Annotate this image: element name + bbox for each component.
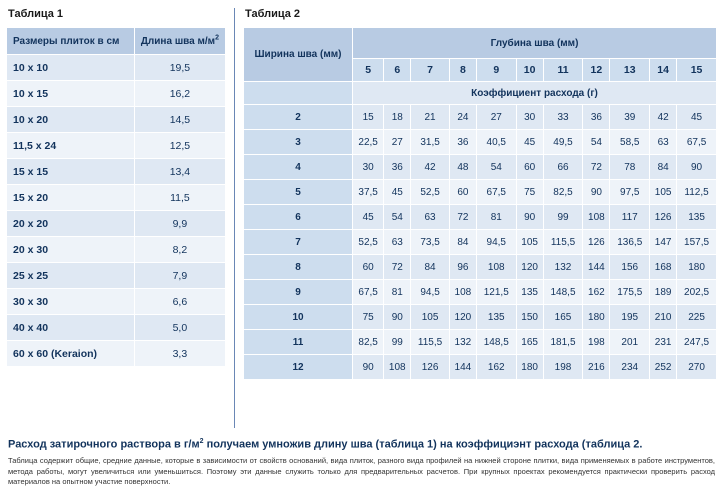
table2-cell: 90 — [583, 180, 610, 205]
table1-cell-size: 20 х 20 — [7, 211, 135, 237]
table2-cell: 234 — [610, 355, 650, 380]
table2-cell: 108 — [583, 205, 610, 230]
table1-cell-size: 20 х 30 — [7, 237, 135, 263]
table2-cell: 165 — [543, 305, 583, 330]
table1-cell-length: 7,9 — [134, 263, 225, 289]
table2-cell: 175,5 — [610, 280, 650, 305]
table2-header-row-1 — [244, 28, 717, 59]
table2-cell: 36 — [449, 130, 476, 155]
table2-cell: 96 — [449, 255, 476, 280]
table2-cell: 63 — [411, 205, 450, 230]
table-row — [7, 211, 226, 237]
table-row — [7, 133, 226, 159]
table1-cell-size: 10 х 10 — [7, 55, 135, 81]
table2-cell: 115,5 — [411, 330, 450, 355]
table1-cell-size: 11,5 х 24 — [7, 133, 135, 159]
table2-cell: 30 — [516, 105, 543, 130]
table2-depth-8: 8 — [449, 59, 476, 82]
table1-cell-length: 14,5 — [134, 107, 225, 133]
table2-cell: 72 — [583, 155, 610, 180]
column-divider — [234, 8, 235, 428]
table-row — [7, 107, 226, 133]
table2-cell: 78 — [610, 155, 650, 180]
table2-cell: 72 — [449, 205, 476, 230]
table2-depth-9: 9 — [476, 59, 516, 82]
table2-cell: 90 — [384, 305, 411, 330]
tables-container — [6, 8, 717, 428]
table2-cell: 115,5 — [543, 230, 583, 255]
table1-cell-size: 15 х 20 — [7, 185, 135, 211]
table1-header-row — [7, 28, 226, 55]
table2-cell: 54 — [384, 205, 411, 230]
table-row — [7, 341, 226, 367]
table1-cell-length: 13,4 — [134, 159, 225, 185]
table2-cell: 99 — [543, 205, 583, 230]
table2-cell: 73,5 — [411, 230, 450, 255]
table2-cell: 45 — [516, 130, 543, 155]
table-row — [244, 180, 717, 205]
table2-cell: 90 — [353, 355, 384, 380]
table2-cell: 63 — [384, 230, 411, 255]
table2-cell: 105 — [650, 180, 677, 205]
table2-cell: 81 — [384, 280, 411, 305]
table2-cell: 67,5 — [677, 130, 717, 155]
table2-cell: 75 — [516, 180, 543, 205]
table2-cell: 144 — [449, 355, 476, 380]
table2-row-width: 7 — [244, 230, 353, 255]
table2-cell: 60 — [449, 180, 476, 205]
table1-caption: Таблица 1 — [8, 8, 64, 20]
table-row — [7, 263, 226, 289]
table2-row-width: 9 — [244, 280, 353, 305]
table2-cell: 180 — [583, 305, 610, 330]
table2-cell: 40,5 — [476, 130, 516, 155]
table2-column — [243, 8, 717, 380]
table2-cell: 54 — [476, 155, 516, 180]
table2-cell: 216 — [583, 355, 610, 380]
table-row — [244, 130, 717, 155]
table2-cell: 270 — [677, 355, 717, 380]
table1-cell-length: 12,5 — [134, 133, 225, 159]
table1-cell-length: 6,6 — [134, 289, 225, 315]
footer-title-superscript: 2 — [199, 438, 204, 445]
table2-cell: 24 — [449, 105, 476, 130]
table2 — [243, 27, 717, 380]
table2-cell: 27 — [384, 130, 411, 155]
footer-note: Таблица содержит общие, средние данные, которые в зависимости от свойств оснований, вида плиток, разного вида профилей на нижней стороне плитки, вида применяемых в работе инструментов, метода работы, могут увеличиться или уменьшиться. Поэтому эти данные служить только для предварительных расчетов. При крупных проектах рекомендуется практически проверить расход материалов на опытном участие поверхности. — [8, 455, 715, 487]
table2-cell: 105 — [411, 305, 450, 330]
table-row — [244, 330, 717, 355]
table2-cell: 135 — [516, 280, 543, 305]
table2-cell: 108 — [449, 280, 476, 305]
table1-cell-size: 30 х 30 — [7, 289, 135, 315]
table2-cell: 82,5 — [353, 330, 384, 355]
table1-cell-length: 11,5 — [134, 185, 225, 211]
table2-cell: 202,5 — [677, 280, 717, 305]
table2-cell: 180 — [516, 355, 543, 380]
table2-header-width: Ширина шва (мм) — [244, 28, 353, 82]
footer-title-part2: получаем умножив длину шва (таблица 1) на коэффициэнт расхода (таблица 2. — [203, 438, 643, 451]
table2-depth-7: 7 — [411, 59, 450, 82]
table2-cell: 37,5 — [353, 180, 384, 205]
table2-depth-15: 15 — [677, 59, 717, 82]
table2-cell: 147 — [650, 230, 677, 255]
table-row — [7, 55, 226, 81]
table2-cell: 165 — [516, 330, 543, 355]
table2-cell: 181,5 — [543, 330, 583, 355]
table2-cell: 60 — [516, 155, 543, 180]
table2-cell: 156 — [610, 255, 650, 280]
table2-cell: 210 — [650, 305, 677, 330]
table2-cell: 231 — [650, 330, 677, 355]
table2-cell: 45 — [353, 205, 384, 230]
table2-caption: Таблица 2 — [245, 8, 301, 20]
table2-row-width: 4 — [244, 155, 353, 180]
table2-cell: 198 — [543, 355, 583, 380]
table2-cell: 120 — [516, 255, 543, 280]
table2-cell: 135 — [476, 305, 516, 330]
table2-cell: 48 — [449, 155, 476, 180]
table1-cell-size: 10 х 20 — [7, 107, 135, 133]
table1-body — [7, 55, 226, 367]
table2-cell: 180 — [677, 255, 717, 280]
table2-cell: 90 — [516, 205, 543, 230]
table2-cell: 42 — [650, 105, 677, 130]
table1-cell-size: 40 х 40 — [7, 315, 135, 341]
table2-cell: 108 — [384, 355, 411, 380]
table-row — [7, 315, 226, 341]
table2-cell: 72 — [384, 255, 411, 280]
table2-cell: 36 — [583, 105, 610, 130]
table-row — [244, 255, 717, 280]
table-row — [244, 205, 717, 230]
table-row — [7, 289, 226, 315]
table2-head — [244, 28, 717, 105]
table2-cell: 121,5 — [476, 280, 516, 305]
table2-cell: 252 — [650, 355, 677, 380]
table2-cell: 67,5 — [476, 180, 516, 205]
table2-header-depth: Глубина шва (мм) — [353, 28, 717, 59]
table2-cell: 33 — [543, 105, 583, 130]
table2-cell: 157,5 — [677, 230, 717, 255]
table2-cell: 126 — [583, 230, 610, 255]
table2-cell: 27 — [476, 105, 516, 130]
table1-cell-size: 60 х 60 (Keraion) — [7, 341, 135, 367]
table2-cell: 162 — [476, 355, 516, 380]
footer — [6, 438, 717, 488]
table2-cell: 150 — [516, 305, 543, 330]
table2-cell: 126 — [411, 355, 450, 380]
table2-cell: 99 — [384, 330, 411, 355]
table1-cell-length: 16,2 — [134, 81, 225, 107]
table2-cell: 84 — [650, 155, 677, 180]
table2-cell: 247,5 — [677, 330, 717, 355]
table2-cell: 63 — [650, 130, 677, 155]
table2-cell: 117 — [610, 205, 650, 230]
table-row — [244, 155, 717, 180]
table2-row-width: 3 — [244, 130, 353, 155]
table2-cell: 225 — [677, 305, 717, 330]
table-row — [244, 230, 717, 255]
table2-cell: 22,5 — [353, 130, 384, 155]
table2-cell: 81 — [476, 205, 516, 230]
table2-row-width: 11 — [244, 330, 353, 355]
table2-row-width: 8 — [244, 255, 353, 280]
table-row — [7, 81, 226, 107]
table2-row-width: 2 — [244, 105, 353, 130]
table2-cell: 58,5 — [610, 130, 650, 155]
table2-cell: 84 — [449, 230, 476, 255]
table2-cell: 21 — [411, 105, 450, 130]
table2-cell: 126 — [650, 205, 677, 230]
table2-cell: 67,5 — [353, 280, 384, 305]
table2-cell: 189 — [650, 280, 677, 305]
table2-depth-14: 14 — [650, 59, 677, 82]
table2-subheader-coefficient: Коэффициент расхода (г) — [353, 82, 717, 105]
table1-cell-length: 19,5 — [134, 55, 225, 81]
table2-cell: 52,5 — [353, 230, 384, 255]
table-row — [7, 237, 226, 263]
table1-cell-length: 9,9 — [134, 211, 225, 237]
table2-cell: 54 — [583, 130, 610, 155]
table2-cell: 168 — [650, 255, 677, 280]
table2-cell: 162 — [583, 280, 610, 305]
table2-cell: 82,5 — [543, 180, 583, 205]
table2-cell: 135 — [677, 205, 717, 230]
table2-body — [244, 105, 717, 380]
table2-cell: 39 — [610, 105, 650, 130]
table2-cell: 31,5 — [411, 130, 450, 155]
table-row — [244, 355, 717, 380]
table2-row-width: 5 — [244, 180, 353, 205]
table-row — [7, 159, 226, 185]
table-row — [244, 280, 717, 305]
table1 — [6, 27, 226, 367]
table1-cell-size: 15 х 15 — [7, 159, 135, 185]
table1-cell-length: 8,2 — [134, 237, 225, 263]
table2-cell: 94,5 — [476, 230, 516, 255]
table2-cell: 49,5 — [543, 130, 583, 155]
table1-head — [7, 28, 226, 55]
table2-cell: 195 — [610, 305, 650, 330]
footer-title-part1: Расход затирочного раствора в г/м — [8, 438, 200, 451]
table2-depth-10: 10 — [516, 59, 543, 82]
table2-cell: 84 — [411, 255, 450, 280]
table2-cell: 108 — [476, 255, 516, 280]
table-row — [7, 185, 226, 211]
table2-cell: 18 — [384, 105, 411, 130]
table2-cell: 144 — [583, 255, 610, 280]
table1-cell-size: 25 х 25 — [7, 263, 135, 289]
table2-cell: 45 — [384, 180, 411, 205]
table2-row-width: 6 — [244, 205, 353, 230]
table2-cell: 42 — [411, 155, 450, 180]
table2-depth-13: 13 — [610, 59, 650, 82]
table2-row-width: 12 — [244, 355, 353, 380]
table2-cell: 15 — [353, 105, 384, 130]
table1-header-length-text: Длина шва $м/м^2$ — [140, 34, 219, 48]
table2-cell: 97,5 — [610, 180, 650, 205]
table2-depth-6: 6 — [384, 59, 411, 82]
table1-cell-length: 5,0 — [134, 315, 225, 341]
table-row — [244, 105, 717, 130]
table2-cell: 94,5 — [411, 280, 450, 305]
table1-cell-length: 3,3 — [134, 341, 225, 367]
table2-cell: 45 — [677, 105, 717, 130]
table2-cell: 66 — [543, 155, 583, 180]
table2-cell: 75 — [353, 305, 384, 330]
table2-cell: 112,5 — [677, 180, 717, 205]
table2-cell: 148,5 — [543, 280, 583, 305]
table2-depth-11: 11 — [543, 59, 583, 82]
table2-subheader-blank — [244, 82, 353, 105]
table2-subheader-row — [244, 82, 717, 105]
table2-cell: 132 — [449, 330, 476, 355]
table2-cell: 148,5 — [476, 330, 516, 355]
table2-cell: 198 — [583, 330, 610, 355]
table2-cell: 30 — [353, 155, 384, 180]
table1-column — [6, 8, 234, 367]
table2-cell: 201 — [610, 330, 650, 355]
table2-cell: 105 — [516, 230, 543, 255]
table2-cell: 136,5 — [610, 230, 650, 255]
table-row — [244, 305, 717, 330]
table1-header-size: Размеры плиток в см — [7, 28, 135, 55]
table2-depth-5: 5 — [353, 59, 384, 82]
table1-cell-size: 10 х 15 — [7, 81, 135, 107]
table2-row-width: 10 — [244, 305, 353, 330]
table1-header-length — [134, 28, 225, 55]
table2-depth-12: 12 — [583, 59, 610, 82]
table2-cell: 132 — [543, 255, 583, 280]
table2-cell: 120 — [449, 305, 476, 330]
table2-cell: 60 — [353, 255, 384, 280]
table2-cell: 36 — [384, 155, 411, 180]
footer-title — [8, 438, 717, 451]
table2-cell: 52,5 — [411, 180, 450, 205]
table2-cell: 90 — [677, 155, 717, 180]
